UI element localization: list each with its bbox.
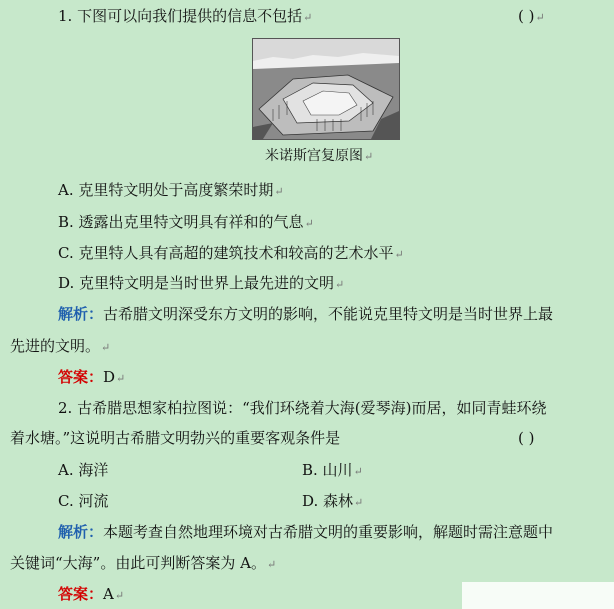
q1-answer-paren: ( )↵ [518,7,545,25]
q2-answer-paren: ( ) [518,429,535,447]
minos-palace-illustration [252,38,400,140]
q2-analysis: 解析：本题考查自然地理环境对古希腊文明的重要影响，解题时需注意题中 [58,523,554,541]
q2-analysis-label: 解析： [58,523,104,541]
q1-option-c: C. 克里特人具有高超的建筑技术和较高的艺术水平↵ [58,244,404,262]
q1-option-d: D. 克里特文明是当时世界上最先进的文明↵ [58,274,345,292]
q1-option-b: B. 透露出克里特文明具有祥和的气息↵ [58,213,314,231]
q1-analysis: 解析：古希腊文明深受东方文明的影响，不能说克里特文明是当时世界上最 [58,305,554,323]
q1-analysis-cont: 先进的文明。↵ [10,337,111,355]
q1-option-a: A. 克里特文明处于高度繁荣时期↵ [58,181,284,199]
q2-answer-label: 答案： [58,585,104,603]
q2-option-a: A. 海洋 [58,461,109,479]
watermark-area [462,582,614,609]
q2-option-c: C. 河流 [58,492,109,510]
q1-answer: 答案：D↵ [58,368,126,386]
q2-answer: 答案：A↵ [58,585,125,603]
q2-option-d: D. 森林↵ [302,492,364,510]
q2-analysis-cont: 关键词“大海”。由此可判断答案为 A。↵ [10,554,277,572]
q2-stem-cont: 着水塘。”这说明古希腊文明勃兴的重要客观条件是 [10,429,341,447]
q1-stem: 1. 下图可以向我们提供的信息不包括↵ [58,7,313,25]
q1-answer-label: 答案： [58,368,104,386]
q1-analysis-label: 解析： [58,305,104,323]
q2-stem: 2. 古希腊思想家柏拉图说：“我们环绕着大海(爱琴海)而居，如同青蛙环绕 [58,399,547,417]
figure-caption: 米诺斯宫复原图↵ [265,148,374,164]
q2-option-b: B. 山川↵ [302,461,363,479]
spellcheck-mark [556,440,614,444]
palace-sketch [253,39,399,139]
